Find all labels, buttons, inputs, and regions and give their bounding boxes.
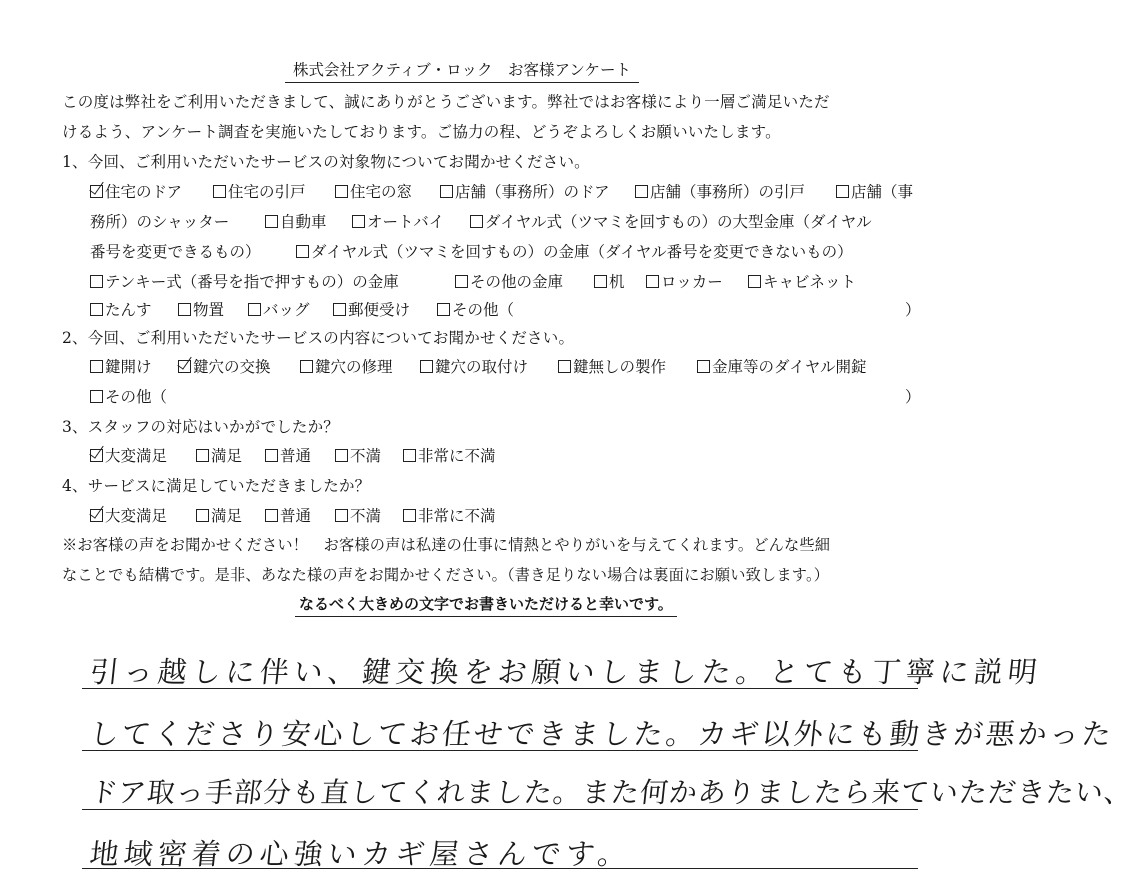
q1-option-bag[interactable]: バッグ [248,299,310,321]
q1-option-motorcycle[interactable]: オートバイ [352,211,444,233]
checkbox-icon[interactable] [558,360,571,373]
q4-option-neutral[interactable]: 普通 [265,505,311,527]
q1-option-house-window[interactable]: 住宅の窓 [335,181,412,203]
checkbox-icon[interactable] [420,360,433,373]
checkbox-checked-icon[interactable] [90,509,103,522]
q1-option-shop-door[interactable]: 店舗（事務所）のドア [440,181,610,203]
checkbox-icon[interactable] [470,215,483,228]
checkbox-icon[interactable] [90,360,103,373]
checkbox-icon[interactable] [646,275,659,288]
q2-option-cylinder-install[interactable]: 鍵穴の取付け [420,356,528,378]
handwritten-line-4: 地域密着の心強いカギ屋さんです。 [88,837,634,871]
q4-option-very-dissatisfied[interactable]: 非常に不満 [403,505,496,527]
q4-option-very-satisfied[interactable]: 大変満足 [90,505,167,527]
question-1: 1、今回、ご利用いただいたサービスの対象物についてお聞かせください。 [62,153,590,171]
handwritten-line-3: ドア取っ手部分も直してくれました。また何かありましたら来ていただきたい、 [88,776,1135,809]
q3-option-neutral[interactable]: 普通 [265,445,311,467]
handwritten-line-1: 引っ越しに伴い、鍵交換をお願いしました。とても丁寧に説明 [88,655,1044,689]
checkbox-icon[interactable] [437,303,450,316]
checkbox-checked-icon[interactable] [90,449,103,462]
q3-option-dissatisfied[interactable]: 不満 [335,445,381,467]
q1-option-cabinet[interactable]: キャビネット [748,271,856,293]
checkbox-icon[interactable] [248,303,261,316]
q1-option-other-safe[interactable]: その他の金庫 [455,271,563,293]
checkbox-icon[interactable] [748,275,761,288]
writing-rule [82,809,918,810]
checkbox-icon[interactable] [213,185,226,198]
q1-option-locker[interactable]: ロッカー [646,271,723,293]
checkbox-icon[interactable] [196,509,209,522]
q1-option-chest[interactable]: たんす [90,299,152,321]
checkbox-icon[interactable] [296,245,309,258]
q2-option-other[interactable]: その他（ [90,386,167,408]
intro-line-2: けるよう、アンケート調査を実施いたしております。ご協力の程、どうぞよろしくお願いいたします。 [62,123,781,141]
q2-option-key-making[interactable]: 鍵無しの製作 [558,356,666,378]
q2-option-unlock[interactable]: 鍵開け [90,356,152,378]
checkbox-icon[interactable] [335,509,348,522]
checkbox-checked-icon[interactable] [178,360,191,373]
voice-note: なるべく大きめの文字でお書きいただけると幸いです。 [295,593,677,617]
checkbox-icon[interactable] [440,185,453,198]
checkbox-icon[interactable] [697,360,710,373]
q1-option-mailbox[interactable]: 郵便受け [333,299,410,321]
q1-option-large-safe[interactable]: ダイヤル式（ツマミを回すもの）の大型金庫（ダイヤル [470,211,872,233]
q1-option-house-door[interactable]: 住宅のドア [90,181,182,203]
checkbox-icon[interactable] [178,303,191,316]
checkbox-icon[interactable] [90,275,103,288]
writing-rule [82,688,918,689]
q1-option-other[interactable]: その他（ [437,299,514,321]
checkbox-icon[interactable] [352,215,365,228]
survey-title: 株式会社アクティブ・ロック お客様アンケート [285,59,639,83]
q3-option-very-satisfied[interactable]: 大変満足 [90,445,167,467]
intro-line-1: この度は弊社をご利用いただきまして、誠にありがとうございます。弊社ではお客様により一層ご満足いただ [62,93,830,111]
q2-other-close-paren: ） [905,388,921,406]
writing-rule [82,750,918,751]
q4-option-satisfied[interactable]: 満足 [196,505,242,527]
writing-rule [82,868,918,869]
q1-option-desk[interactable]: 机 [594,271,625,293]
question-4: 4、サービスに満足していただきましたか？ [62,477,371,495]
handwritten-line-2: してくださり安心してお任せできました。カギ以外にも動きが悪かった [88,717,1116,751]
checkbox-icon[interactable] [265,509,278,522]
checkbox-icon[interactable] [265,449,278,462]
question-2: 2、今回、ご利用いただいたサービスの内容についてお聞かせください。 [62,329,575,347]
checkbox-icon[interactable] [594,275,607,288]
checkbox-icon[interactable] [90,390,103,403]
q1-option-keypad-safe[interactable]: テンキー式（番号を指で押すもの）の金庫 [90,271,399,293]
checkbox-icon[interactable] [335,185,348,198]
q1-option-car[interactable]: 自動車 [265,211,327,233]
q1-option-large-safe-cont: 番号を変更できるもの） [90,243,261,261]
q2-option-cylinder-repair[interactable]: 鍵穴の修理 [300,356,393,378]
checkbox-icon[interactable] [300,360,313,373]
q3-option-satisfied[interactable]: 満足 [196,445,242,467]
voice-line-1: ※お客様の声をお聞かせください！ お客様の声は私達の仕事に情熱とやりがいを与えてくれます。どんな些細 [62,536,831,554]
checkbox-icon[interactable] [335,449,348,462]
checkbox-icon[interactable] [196,449,209,462]
checkbox-icon[interactable] [836,185,849,198]
checkbox-icon[interactable] [265,215,278,228]
q4-option-dissatisfied[interactable]: 不満 [335,505,381,527]
checkbox-checked-icon[interactable] [90,185,103,198]
q1-option-shop-shutter-cont: 務所）のシャッター [90,213,230,231]
checkbox-icon[interactable] [455,275,468,288]
q1-option-storage[interactable]: 物置 [178,299,224,321]
q1-option-house-sliding-door[interactable]: 住宅の引戸 [213,181,306,203]
checkbox-icon[interactable] [333,303,346,316]
checkbox-icon[interactable] [635,185,648,198]
q3-option-very-dissatisfied[interactable]: 非常に不満 [403,445,496,467]
q1-other-close-paren: ） [905,301,921,319]
q1-option-shop-shutter[interactable]: 店舗（事 [836,181,913,203]
q1-option-dial-safe[interactable]: ダイヤル式（ツマミを回すもの）の金庫（ダイヤル番号を変更できないもの） [296,241,853,263]
checkbox-icon[interactable] [90,303,103,316]
q2-option-safe-dial-open[interactable]: 金庫等のダイヤル開錠 [697,356,867,378]
q2-option-cylinder-replace[interactable]: 鍵穴の交換 [178,356,271,378]
q1-option-shop-sliding-door[interactable]: 店舗（事務所）の引戸 [635,181,805,203]
checkbox-icon[interactable] [403,449,416,462]
voice-line-2: なことでも結構です。是非、あなた様の声をお聞かせください。（書き足りない場合は裏面にお願い致します。） [62,566,830,584]
checkbox-icon[interactable] [403,509,416,522]
question-3: 3、スタッフの対応はいかがでしたか？ [62,418,339,436]
